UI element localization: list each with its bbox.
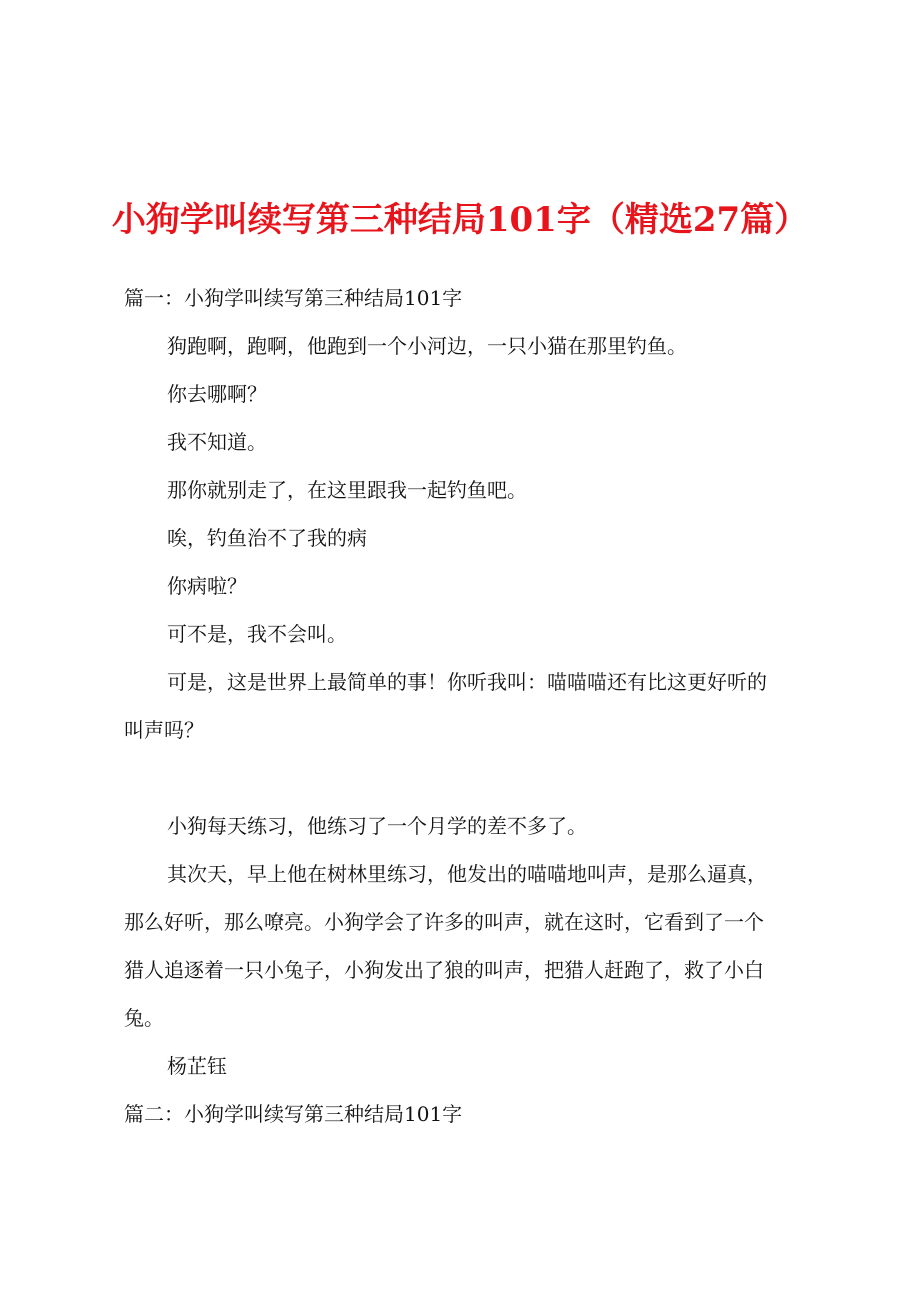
paragraph-line: 叫声吗？ (124, 718, 204, 742)
paragraph-line: 那你就别走了，在这里跟我一起钓鱼吧。 (167, 478, 527, 502)
paragraph-line: 你病啦？ (167, 574, 247, 598)
paragraph-line: 唉，钓鱼治不了我的病 (167, 526, 367, 550)
section-heading: 篇二：小狗学叫续写第三种结局101字 (124, 1102, 463, 1126)
paragraph-line: 小狗每天练习，他练习了一个月学的差不多了。 (167, 814, 587, 838)
paragraph-line: 我不知道。 (167, 430, 267, 454)
paragraph-line: 兔。 (124, 1006, 164, 1030)
paragraph-line: 那么好听，那么嘹亮。小狗学会了许多的叫声，就在这时，它看到了一个 (124, 910, 764, 934)
paragraph-line: 猎人追逐着一只小兔子，小狗发出了狼的叫声，把猎人赶跑了，救了小白 (124, 958, 764, 982)
paragraph-line: 其次天，早上他在树林里练习，他发出的喵喵地叫声，是那么逼真， (167, 862, 767, 886)
author-name: 杨芷钰 (167, 1054, 227, 1078)
paragraph-line: 可是，这是世界上最简单的事！你听我叫：喵喵喵还有比这更好听的 (167, 670, 767, 694)
paragraph-line: 你去哪啊？ (167, 382, 267, 406)
paragraph-line: 可不是，我不会叫。 (167, 622, 347, 646)
paragraph-line: 狗跑啊，跑啊，他跑到一个小河边，一只小猫在那里钓鱼。 (167, 334, 687, 358)
section-heading: 篇一：小狗学叫续写第三种结局101字 (124, 286, 463, 310)
document-title: 小狗学叫续写第三种结局101字（精选27篇） (111, 200, 809, 240)
